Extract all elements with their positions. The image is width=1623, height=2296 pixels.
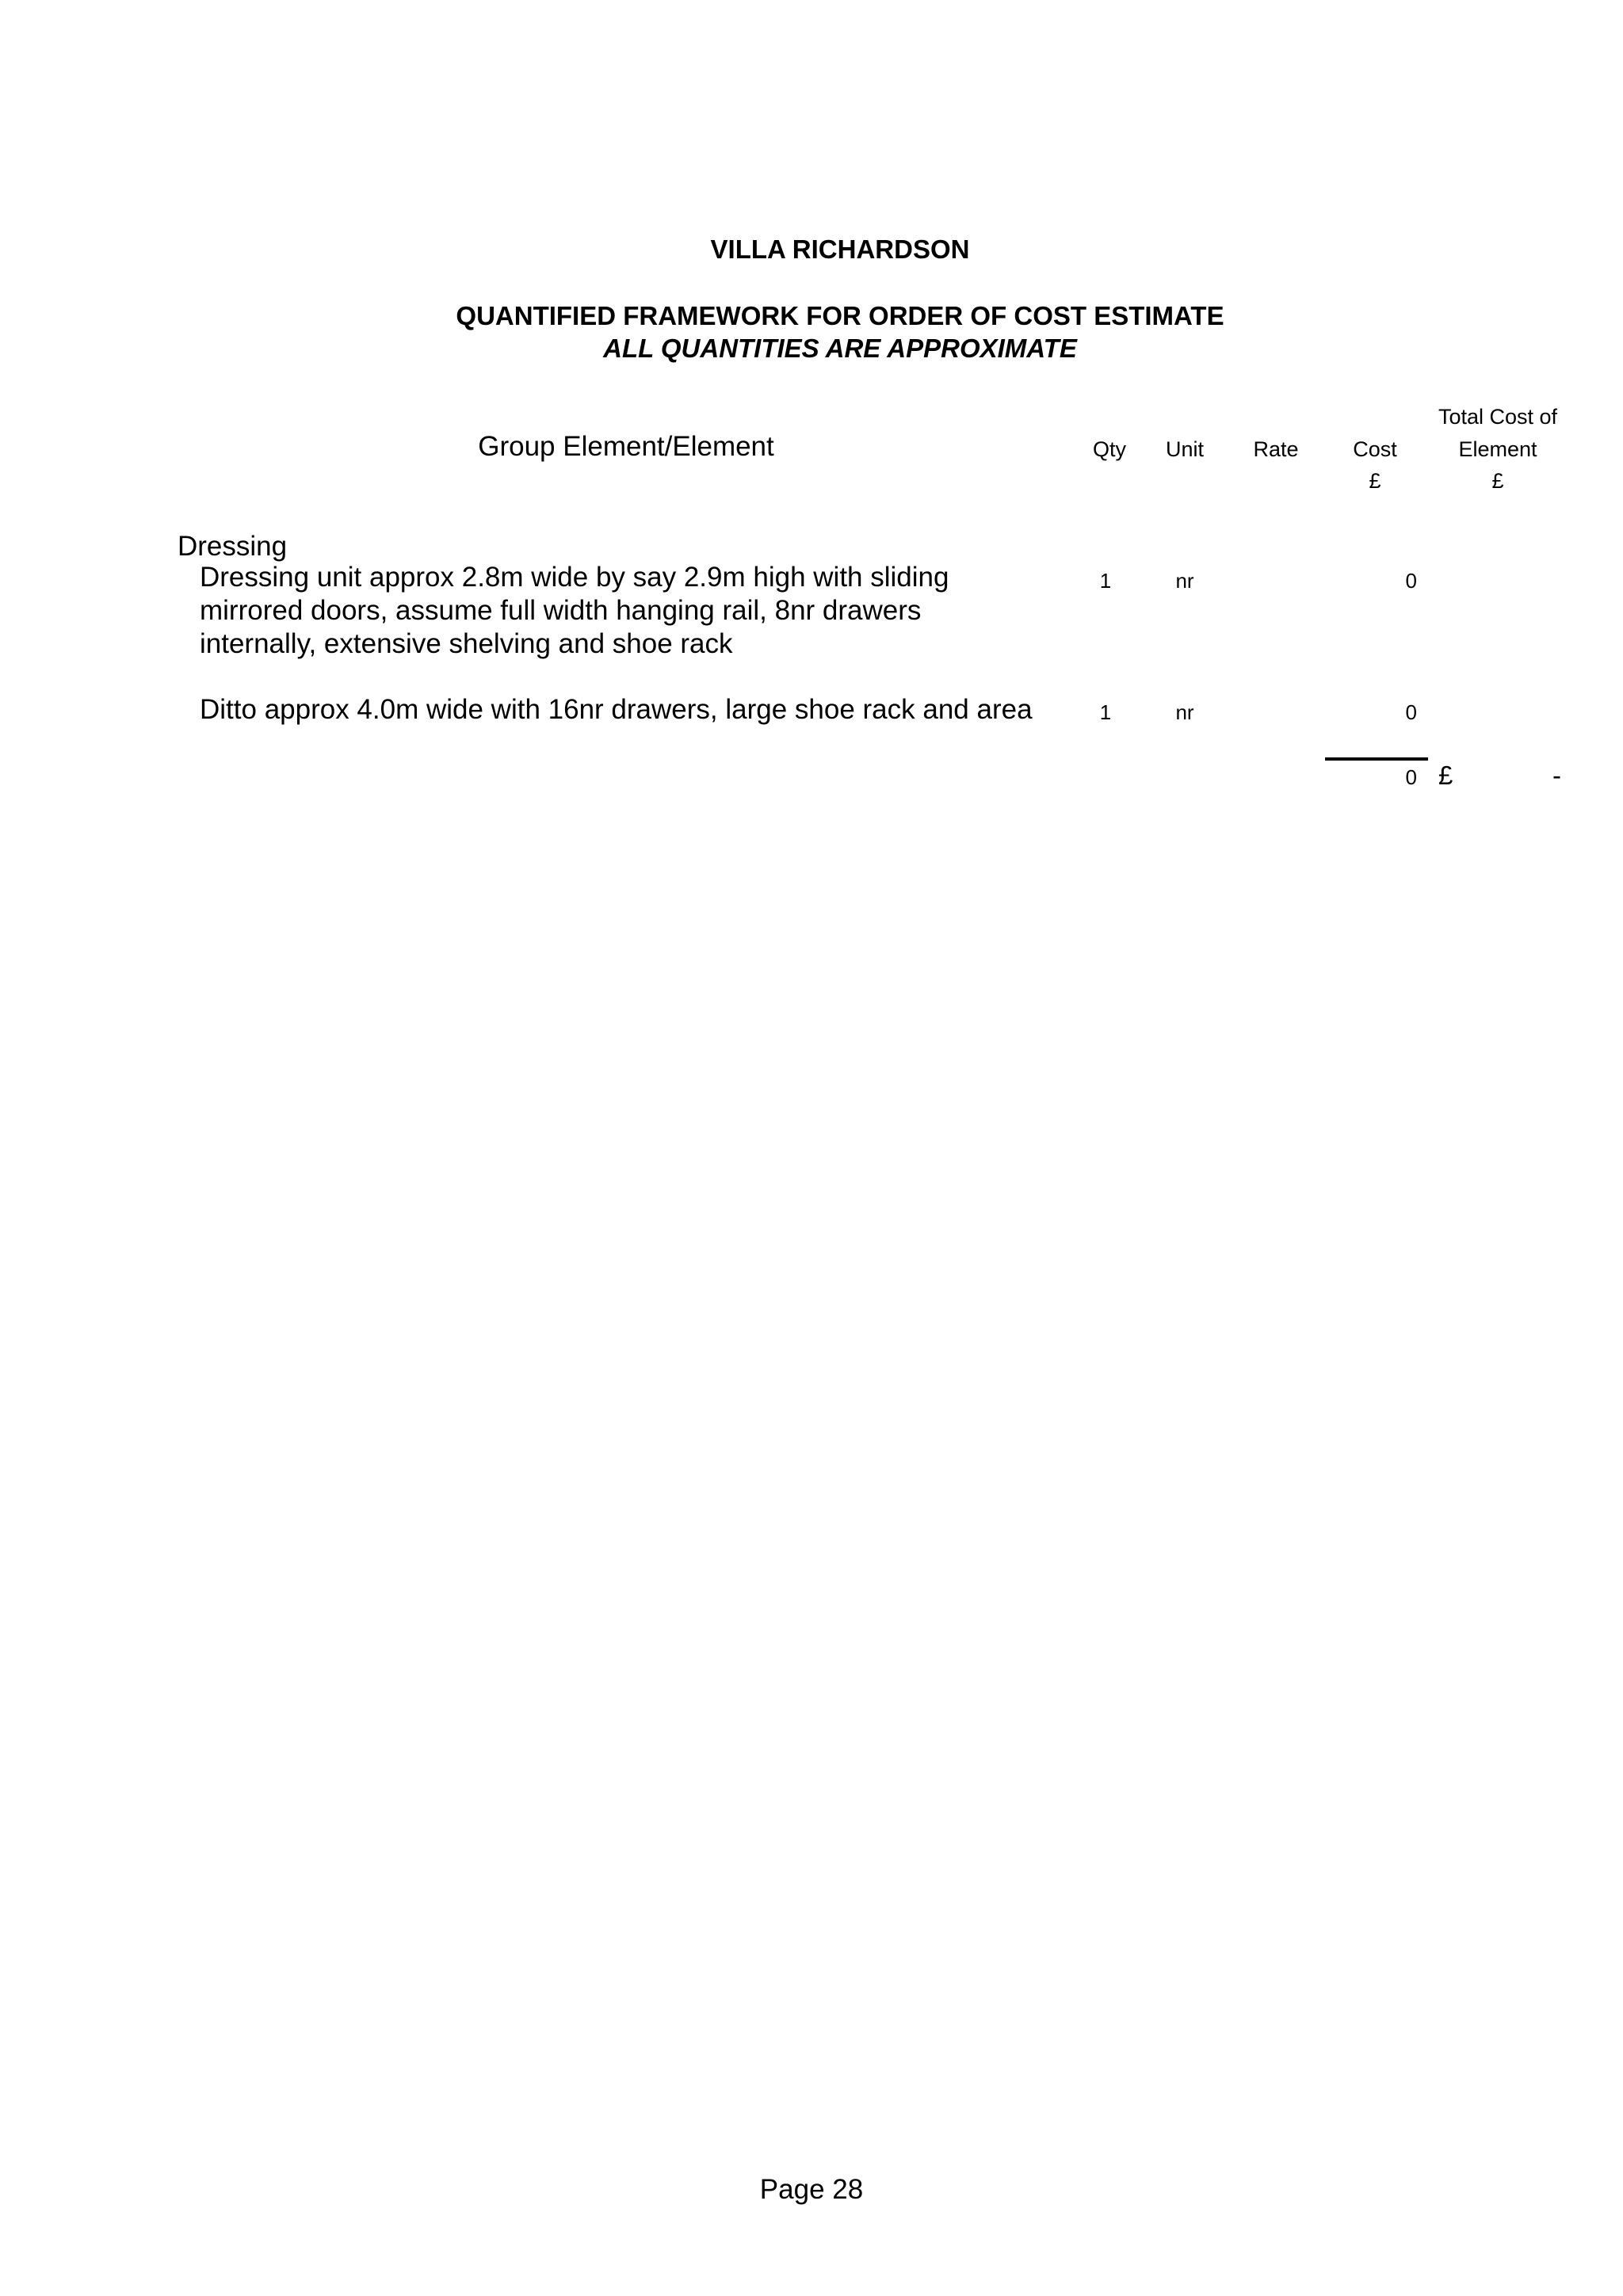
item-cost: 0 [1405, 700, 1417, 724]
column-header-total-line2: Element [1458, 437, 1537, 461]
item-unit: nr [1175, 569, 1194, 593]
project-title: VILLA RICHARDSON [710, 235, 970, 264]
column-header-total-currency: £ [1491, 469, 1504, 493]
column-header-unit: Unit [1165, 437, 1204, 461]
total-currency-symbol: £ [1438, 761, 1453, 790]
column-header-rate: Rate [1253, 437, 1299, 461]
item-qty: 1 [1099, 700, 1112, 724]
column-header-qty: Qty [1092, 437, 1126, 461]
subtotal-rule [1325, 757, 1428, 761]
item-qty: 1 [1099, 569, 1112, 593]
subtotal-cost: 0 [1405, 765, 1417, 789]
item-unit: nr [1175, 700, 1194, 724]
total-element-value: - [1552, 761, 1561, 790]
column-header-cost-currency: £ [1369, 469, 1381, 493]
item-cost: 0 [1405, 569, 1417, 593]
item-description: Dressing unit approx 2.8m wide by say 2.9m high with sliding mirrored doors, assume full width hanging rail, 8nr drawers internally, extensive shelving and shoe rack [200, 562, 949, 659]
column-header-element: Group Element/Element [478, 431, 774, 462]
column-header-total-line1: Total Cost of [1438, 405, 1558, 429]
item-description: Ditto approx 4.0m wide with 16nr drawers, large shoe rack and area [200, 694, 1033, 725]
group-name: Dressing [178, 531, 288, 562]
approximate-note: ALL QUANTITIES ARE APPROXIMATE [603, 334, 1077, 363]
document-subtitle: QUANTIFIED FRAMEWORK FOR ORDER OF COST ESTIMATE [456, 301, 1224, 330]
column-header-cost: Cost [1353, 437, 1397, 461]
page-number: Page 28 [759, 2174, 864, 2205]
